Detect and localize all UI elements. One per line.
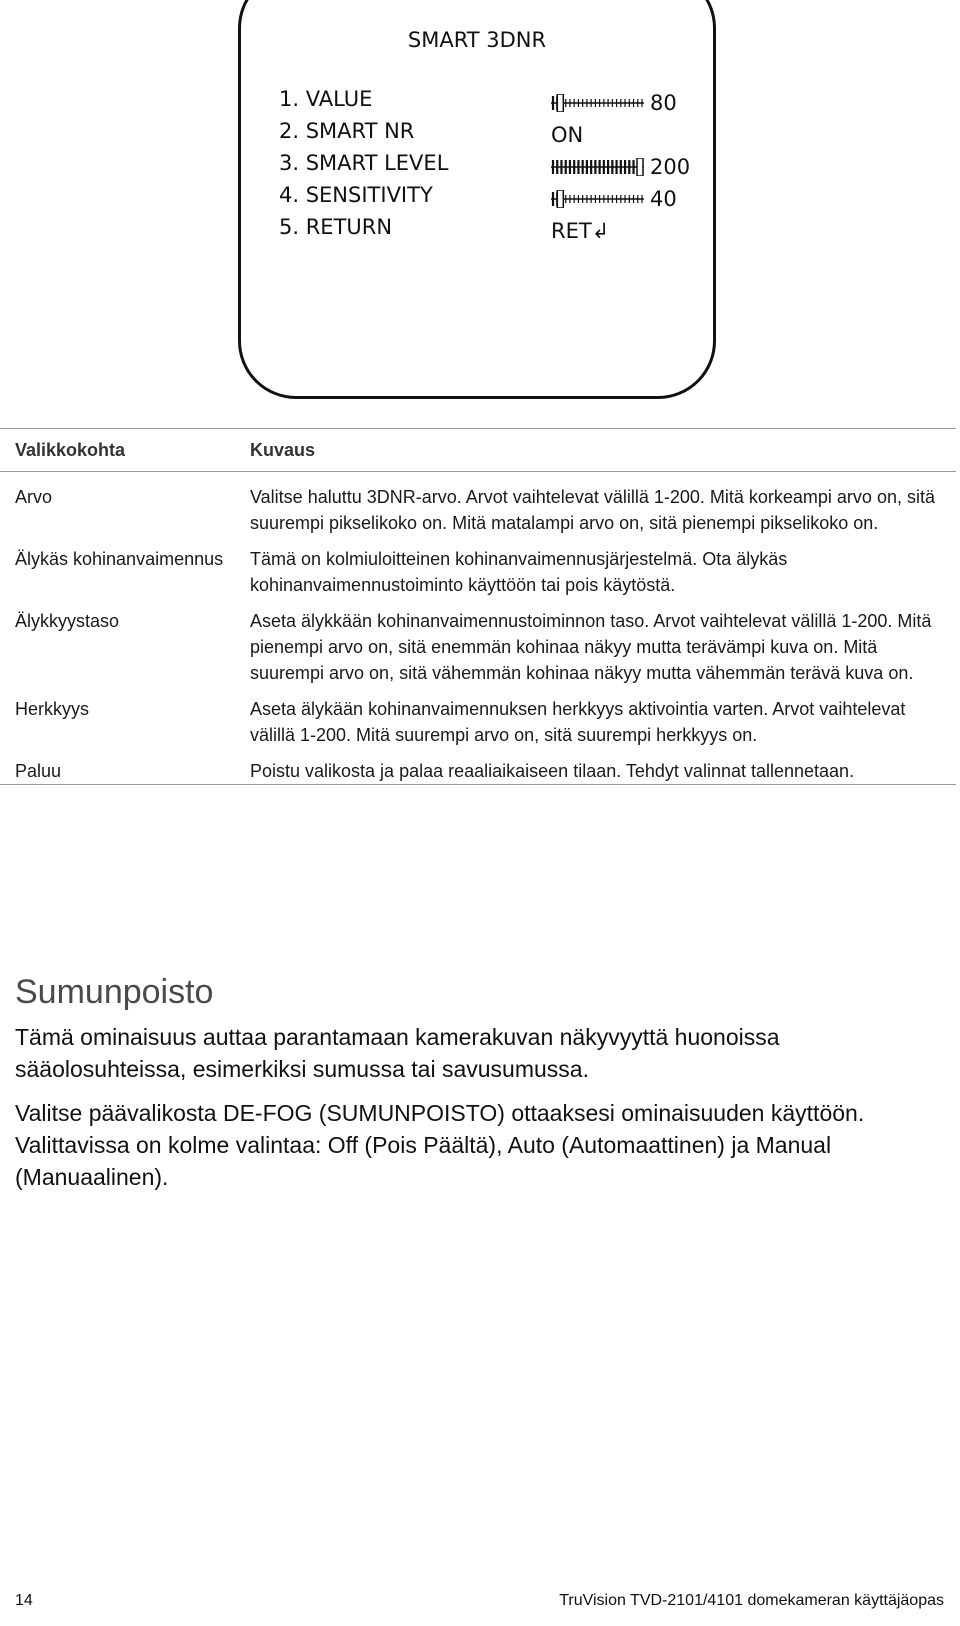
section-paragraph: Valitse päävalikosta DE-FOG (SUMUNPOISTO) ottaaksesi ominaisuuden käyttöön. Valittavissa on kolme valintaa: Off (Pois Päältä), Auto (Automaattinen) ja Manual (Manuaalinen). <box>15 1100 865 1190</box>
osd-value-row <box>551 151 690 183</box>
page-number: 14 <box>15 1592 33 1609</box>
slider-graphic <box>551 94 644 112</box>
row-description: Aseta älykkään kohinanvaimennustoiminnon taso. Arvot vaihtelevat välillä 1-200. Mitä pienempi arvo on, sitä enemmän kohinaa näkyy mutta terävämpi kuva on. Mitä suurempi arvo on, sitä vähemmän kohinaa näkyy mutta vähemmän terävä kuva on. <box>250 611 932 683</box>
table-row <box>0 472 956 537</box>
smart-level-slider <box>551 158 644 176</box>
row-item-name: Paluu <box>15 761 62 781</box>
slider-marker <box>557 190 563 208</box>
table-row <box>0 686 956 748</box>
column-header-item: Valikkokohta <box>15 440 126 460</box>
row-description: Poistu valikosta ja palaa reaaliaikaiseen tilaan. Tehdyt valinnat tallennetaan. <box>250 761 855 781</box>
row-item-name: Älykkyystaso <box>15 611 120 631</box>
row-item-name: Älykäs kohinanvaimennus <box>15 549 224 569</box>
row-description: Valitse haluttu 3DNR-arvo. Arvot vaihtelevat välillä 1-200. Mitä korkeampi arvo on, sitä suurempi pikselikoko on. Mitä matalampi arvo on, sitä pienempi pikselikoko on. <box>250 487 935 533</box>
osd-title: SMART 3DNR <box>407 28 547 52</box>
slider-graphic <box>551 158 644 176</box>
section-paragraph: Tämä ominaisuus auttaa parantamaan kamerakuvan näkyvyyttä huonoissa sääolosuhteissa, esimerkiksi sumussa tai savusumussa. <box>15 1024 780 1082</box>
return-label: RET↲ <box>551 219 610 243</box>
osd-item-return: 5. RETURN <box>279 215 393 239</box>
osd-value-list <box>551 87 690 247</box>
osd-menu-screenshot <box>238 0 716 399</box>
osd-value-row <box>551 215 690 247</box>
osd-value-row <box>551 119 690 151</box>
row-description: Tämä on kolmiuloitteinen kohinanvaimennusjärjestelmä. Ota älykäs kohinanvaimennustoiminto käyttöön tai pois käytöstä. <box>250 549 788 595</box>
smart-nr-state: ON <box>551 123 584 147</box>
osd-value-row <box>551 87 690 119</box>
sensitivity-number: 40 <box>650 187 677 211</box>
row-item-name: Arvo <box>15 487 53 507</box>
osd-item-list <box>279 87 448 247</box>
osd-item-smart-level: 3. SMART LEVEL <box>279 151 449 175</box>
column-header-description: Kuvaus <box>250 440 316 460</box>
row-description: Aseta älykään kohinanvaimennuksen herkkyys aktivointia varten. Arvot vaihtelevat välillä 1-200. Mitä suurempi arvo on, sitä suurempi herkkyys on. <box>250 699 906 745</box>
sensitivity-slider <box>551 190 644 208</box>
value-number: 80 <box>650 91 677 115</box>
menu-description-table <box>0 428 956 785</box>
slider-marker <box>637 158 643 176</box>
osd-item-sensitivity: 4. SENSITIVITY <box>279 183 433 207</box>
osd-item-value: 1. VALUE <box>279 87 373 111</box>
table-row <box>0 748 956 785</box>
section-heading: Sumunpoisto <box>15 973 214 1011</box>
row-item-name: Herkkyys <box>15 699 90 719</box>
value-slider <box>551 94 644 112</box>
slider-marker <box>557 94 563 112</box>
table-header-row <box>0 429 956 472</box>
smart-level-number: 200 <box>650 155 691 179</box>
osd-item-smart-nr: 2. SMART NR <box>279 119 415 143</box>
table-row <box>0 536 956 598</box>
table-row <box>0 598 956 686</box>
document-title: TruVision TVD-2101/4101 domekameran käyttäjäopas <box>559 1592 944 1609</box>
slider-graphic <box>551 190 644 208</box>
osd-value-row <box>551 183 690 215</box>
